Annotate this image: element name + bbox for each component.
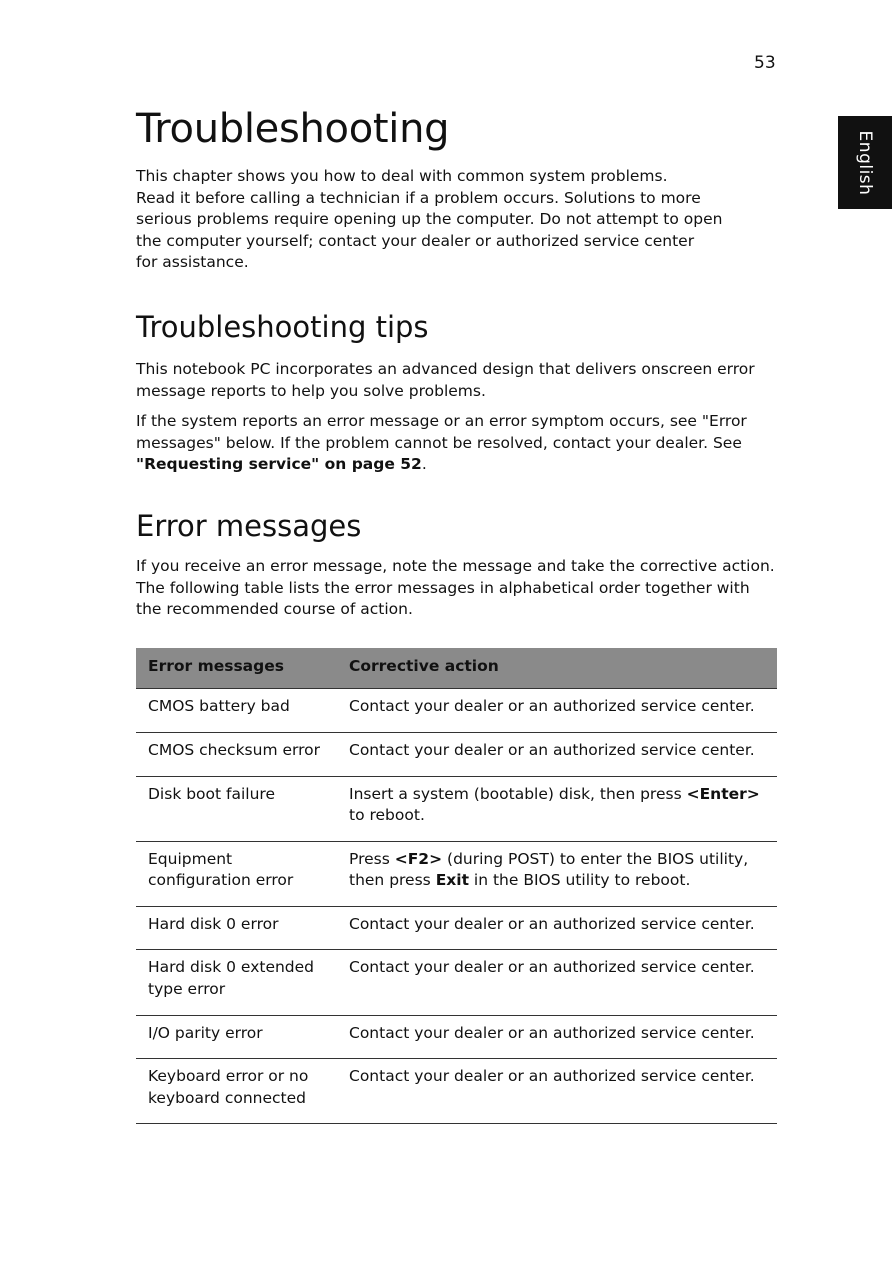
page-number: 53 [754,53,776,73]
requesting-service-link[interactable]: "Requesting service" on page 52 [136,455,422,474]
corrective-action-cell [337,776,777,841]
tips-paragraph-2-text: If the system reports an error message or an error symptom occurs, see "Error messages" below. If the problem cannot be resolved, contact your dealer. See [136,412,747,452]
error-message-cell: Equipment configuration error [136,841,337,906]
action-text: to reboot. [349,806,425,825]
language-tab [838,116,892,209]
section-heading-tips: Troubleshooting tips [136,309,429,344]
error-message-cell: Keyboard error or no keyboard connected [136,1059,337,1124]
table-row [136,841,777,906]
error-message-cell: CMOS checksum error [136,732,337,776]
corrective-action-cell: Contact your dealer or an authorized service center. [337,950,777,1015]
language-tab-label: English [855,130,875,195]
table-row [136,689,777,733]
table-header-row [136,648,777,689]
corrective-action-cell: Contact your dealer or an authorized service center. [337,1059,777,1124]
action-text: (during POST) to enter the BIOS utility, then press [349,849,749,890]
section-heading-errors: Error messages [136,508,362,543]
error-message-cell: I/O parity error [136,1015,337,1059]
enter-key-label: <Enter> [686,784,760,803]
intro-line: serious problems require opening up the computer. Do not attempt to open [136,210,723,229]
error-messages-table [136,648,777,1125]
corrective-action-cell [337,841,777,906]
corrective-action-cell: Contact your dealer or an authorized service center. [337,1015,777,1059]
errors-paragraph: If you receive an error message, note the message and take the corrective action. The following table lists the error messages in alphabetical order together with the recommended course of action. [136,556,775,619]
action-text: Press [349,849,395,868]
action-text: Insert a system (bootable) disk, then press [349,784,687,803]
error-message-cell: Disk boot failure [136,776,337,841]
table-row [136,1015,777,1059]
intro-line: This chapter shows you how to deal with common system problems. [136,167,668,185]
table-row [136,950,777,1015]
error-message-cell: Hard disk 0 extended type error [136,950,337,1015]
intro-line: Read it before calling a technician if a problem occurs. Solutions to more [136,188,701,207]
intro-paragraph [136,166,777,274]
corrective-action-cell: Contact your dealer or an authorized service center. [337,732,777,776]
exit-label: Exit [435,871,469,890]
intro-line: for assistance. [136,253,249,272]
tips-paragraph-1: This notebook PC incorporates an advanced design that delivers onscreen error message reports to help you solve problems. [136,359,755,400]
column-header-error-messages: Error messages [136,648,337,689]
table-row [136,732,777,776]
table-row [136,1059,777,1124]
page-content [136,100,777,1124]
action-text: in the BIOS utility to reboot. [469,871,691,890]
f2-key-label: <F2> [394,849,443,868]
intro-line: the computer yourself; contact your dealer or authorized service center [136,231,695,250]
chapter-title: Troubleshooting [136,106,450,152]
corrective-action-cell: Contact your dealer or an authorized service center. [337,689,777,733]
corrective-action-cell: Contact your dealer or an authorized service center. [337,906,777,950]
error-message-cell: Hard disk 0 error [136,906,337,950]
table-row [136,776,777,841]
error-message-cell: CMOS battery bad [136,689,337,733]
table-row [136,906,777,950]
column-header-corrective-action: Corrective action [337,648,777,689]
tips-paragraph-2-end: . [421,455,427,474]
tips-paragraph-2 [136,411,777,476]
